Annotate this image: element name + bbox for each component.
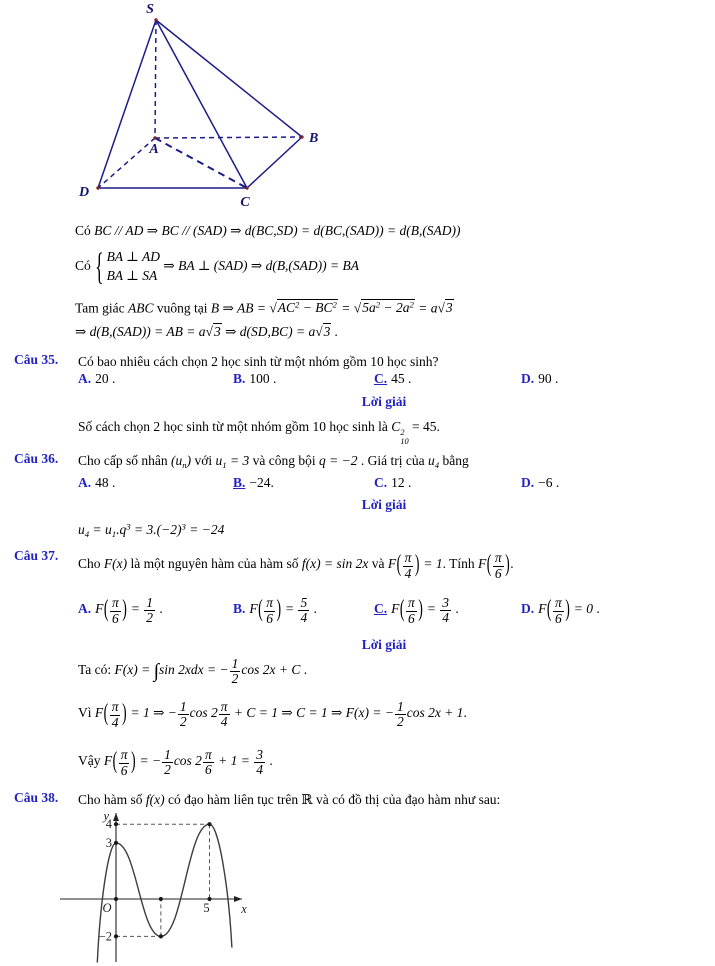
pyramid-figure	[55, 0, 335, 214]
question-38-label: Câu 38.	[14, 790, 59, 805]
choice-36-d: D. −6 .	[521, 475, 560, 490]
svg-text:3: 3	[105, 835, 112, 850]
vertex-label-d: D	[78, 185, 90, 200]
solution-37-line3: Vậy F ( $\frac{\pi}{6}$ ) = − $\frac{1}{2}$ cos 2 $\frac{\pi}{6}$ + 1 = $\frac{3}{4}$ .	[78, 746, 273, 779]
solution-header-35: Lời giải	[361, 394, 407, 409]
math-line-2: Có { BA ⊥ AD BA ⊥ SA ⇒ BA ⊥ (SAD) ⇒ d(B,(SAD)) = BA	[75, 244, 360, 288]
svg-text:y: y	[103, 809, 109, 823]
math-line-1: Có BC // AD ⇒ BC // (SAD) ⇒ d(BC,SD) = d(BC,(SAD)) = d(B,(SAD))	[75, 223, 461, 238]
question-38	[0, 790, 715, 966]
choice-35-a: A. 20 .	[78, 371, 116, 386]
svg-text:O: O	[102, 901, 112, 915]
choice-37-a: A. F ( $\frac{\pi}{6}$ ) = $\frac{1}{2}$ .	[78, 594, 163, 627]
svg-text:x: x	[241, 902, 247, 916]
question-37-text: Cho F(x) là một nguyên hàm của hàm số f(x) = sin 2x và F ( $\frac{\pi}{4}$ ) = 1. Tính F ( $\frac{\pi}{6}$ ) .	[78, 549, 514, 581]
svg-text:5: 5	[203, 901, 210, 915]
math-line-3: Tam giác ABC vuông tại B ⇒ AB = $√AC^2 - BC^2 = √5a^2 - 2a^2 = a√3$	[75, 300, 453, 316]
svg-text:4: 4	[105, 817, 112, 832]
solution-header-36: Lời giải	[361, 497, 407, 512]
question-37-choices	[78, 592, 711, 632]
vertex-label-a: A	[149, 142, 159, 157]
choice-37-b: B. F ( $\frac{\pi}{6}$ ) = $\frac{5}{4}$ .	[233, 594, 317, 627]
solution-37-line2: Vì F ( $\frac{\pi}{4}$ ) = 1 ⇒ − $\frac{1}{2}$ cos 2 $\frac{\pi}{4}$ + C = 1 ⇒ C = 1 ⇒ F(x) = − $\frac{1}{2}$ cos 2x + 1.	[78, 698, 467, 731]
choice-36-c: C. 12 .	[374, 475, 412, 490]
derivative-graph-figure	[58, 808, 308, 964]
question-35-choices	[78, 371, 711, 391]
question-36-label: Câu 36.	[14, 451, 59, 466]
solution-35: Số cách chọn 2 học sinh từ một nhóm gồm 10 học sinh là C 2 10 = 45.	[78, 419, 440, 446]
vertex-label-s: S	[146, 2, 154, 17]
question-36-text: Cho cấp số nhân $(u_n)$ với $u_1 = 3$ và công bội q = −2 . Giá trị của $u_4$ bằng	[78, 453, 469, 471]
question-37-label: Câu 37.	[14, 548, 59, 563]
vertex-label-b: B	[309, 131, 319, 146]
choice-35-d: D. 90 .	[521, 371, 559, 386]
solution-header-37: Lời giải	[361, 637, 407, 652]
choice-37-d: D. F ( $\frac{\pi}{6}$ ) = 0 .	[521, 594, 600, 627]
question-36-choices	[78, 475, 711, 495]
question-35	[0, 352, 715, 451]
choice-36-b: B. −24.	[233, 475, 274, 490]
vertex-label-c: C	[240, 195, 250, 210]
choice-37-c: C. F ( $\frac{\pi}{6}$ ) = $\frac{3}{4}$ .	[374, 594, 459, 627]
choice-36-a: A. 48 .	[78, 475, 116, 490]
solution-36: $u_4 = u_1.q^3 = 3.(-2)^3 = -24$	[78, 522, 225, 540]
question-35-text: Có bao nhiêu cách chọn 2 học sinh từ một nhóm gồm 10 học sinh?	[78, 354, 439, 369]
choice-35-c: C. 45 .	[374, 371, 412, 386]
solution-37-line1: Ta có: F(x) = ∫sin 2xdx = − $\frac{1}{2}$ cos 2x + C .	[78, 655, 308, 687]
choice-35-b: B. 100 .	[233, 371, 277, 386]
svg-text:−2: −2	[98, 929, 112, 944]
math-line-4: ⇒ d(B,(SAD)) = AB = a√3 ⇒ d(SD,BC) = a√3 .	[75, 324, 339, 339]
question-35-label: Câu 35.	[14, 352, 59, 367]
question-38-text: Cho hàm số f(x) có đạo hàm liên tục trên ℝ và có đồ thị của đạo hàm như sau:	[78, 792, 501, 807]
question-36	[0, 451, 715, 546]
question-37	[0, 548, 715, 788]
